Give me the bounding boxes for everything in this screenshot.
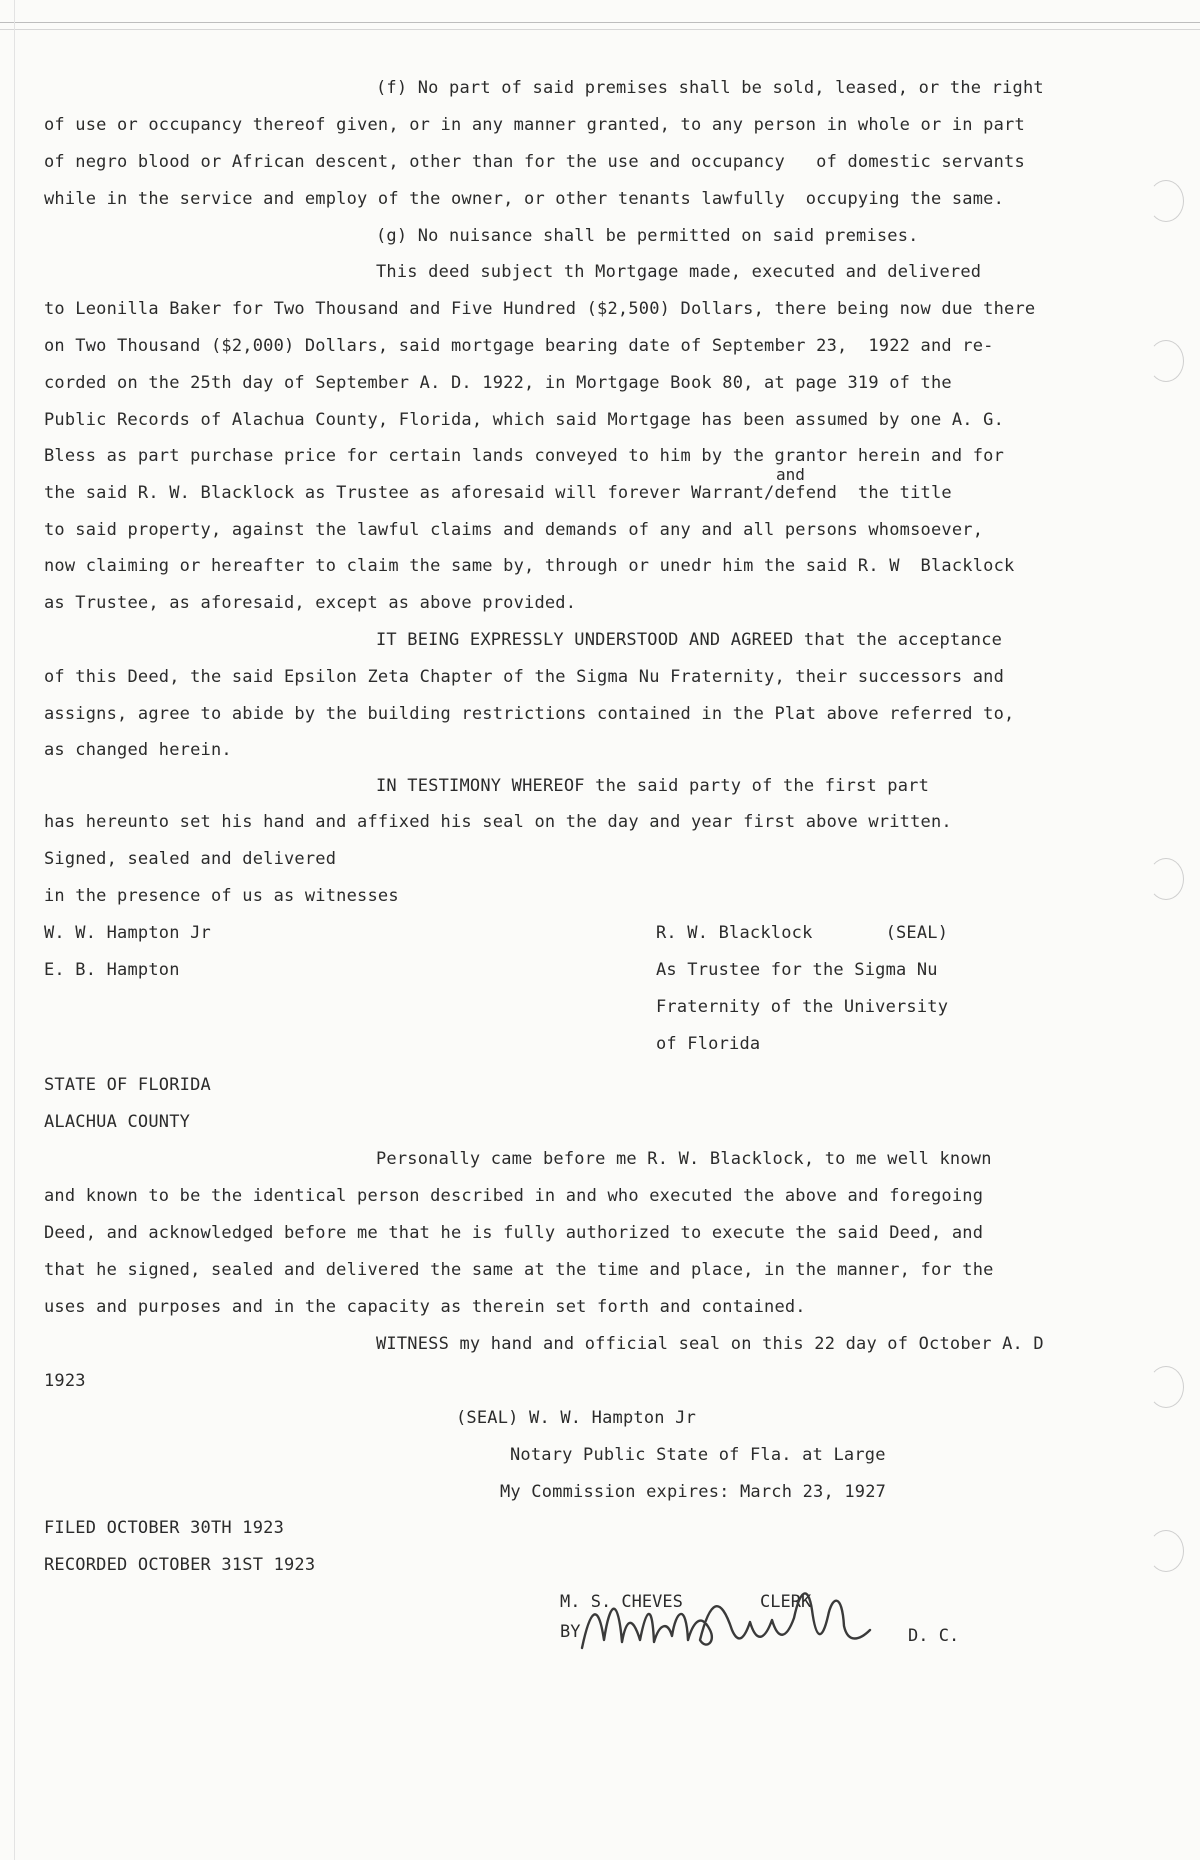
- body-line: Public Records of Alachua County, Florida, which said Mortgage has been assumed by one A. G.: [44, 410, 1005, 430]
- body-line: IT BEING EXPRESSLY UNDERSTOOD AND AGREED that the acceptance: [376, 630, 1003, 650]
- recorded-date: RECORDED OCTOBER 31ST 1923: [44, 1555, 316, 1575]
- punch-hole-mark: [1148, 340, 1184, 382]
- witness-name: W. W. Hampton Jr: [44, 923, 211, 943]
- notary-line: My Commission expires: March 23, 1927: [500, 1482, 887, 1502]
- venue-state: STATE OF FLORIDA: [44, 1075, 211, 1095]
- grantor-line: R. W. Blacklock (SEAL): [656, 923, 949, 943]
- deputy-clerk-label: D. C.: [908, 1626, 960, 1646]
- clerk-signature-block: [560, 1570, 1020, 1670]
- body-line: IN TESTIMONY WHEREOF the said party of the first part: [376, 776, 930, 796]
- body-line: of negro blood or African descent, other than for the use and occupancy of domestic servants: [44, 152, 1025, 172]
- body-line: in the presence of us as witnesses: [44, 886, 399, 906]
- punch-hole-mark: [1148, 858, 1184, 900]
- clerk-title: CLERK: [760, 1592, 812, 1612]
- body-line: Signed, sealed and delivered: [44, 849, 337, 869]
- body-line: as changed herein.: [44, 740, 232, 760]
- ack-line: and known to be the identical person described in and who executed the above and foregoing: [44, 1186, 984, 1206]
- filed-date: FILED OCTOBER 30TH 1923: [44, 1518, 285, 1538]
- top-rule-2: [0, 29, 1200, 30]
- handwritten-signature-icon: [560, 1570, 910, 1670]
- body-line: as Trustee, as aforesaid, except as above provided.: [44, 593, 577, 613]
- clerk-by-label: BY: [560, 1622, 581, 1642]
- body-line: (g) No nuisance shall be permitted on said premises.: [376, 226, 919, 246]
- body-line: now claiming or hereafter to claim the same by, through or unedr him the said R. W Blacklock: [44, 556, 1015, 576]
- body-line: Bless as part purchase price for certain lands conveyed to him by the grantor herein and for: [44, 446, 1005, 466]
- body-line: corded on the 25th day of September A. D. 1922, in Mortgage Book 80, at page 319 of the: [44, 373, 952, 393]
- body-line: of this Deed, the said Epsilon Zeta Chapter of the Sigma Nu Fraternity, their successors and: [44, 667, 1005, 687]
- body-line: on Two Thousand ($2,000) Dollars, said mortgage bearing date of September 23, 1922 and re-: [44, 336, 994, 356]
- clerk-name: M. S. CHEVES: [560, 1592, 683, 1612]
- body-line: to said property, against the lawful claims and demands of any and all persons whomsoever,: [44, 520, 984, 540]
- body-line: of use or occupancy thereof given, or in any manner granted, to any person in whole or in part: [44, 115, 1025, 135]
- grantor-line: Fraternity of the University: [656, 997, 949, 1017]
- punch-hole-mark: [1148, 180, 1184, 222]
- top-rule: [0, 22, 1200, 23]
- body-line: the said R. W. Blacklock as Trustee as aforesaid will forever Warrant/defend the title: [44, 483, 952, 503]
- ack-line: that he signed, sealed and delivered the same at the time and place, in the manner, for the: [44, 1260, 994, 1280]
- punch-hole-mark: [1148, 1366, 1184, 1408]
- ack-line: Deed, and acknowledged before me that he is fully authorized to execute the said Deed, and: [44, 1223, 984, 1243]
- ack-line: uses and purposes and in the capacity as therein set forth and contained.: [44, 1297, 806, 1317]
- body-line: assigns, agree to abide by the building restrictions contained in the Plat above referred to,: [44, 704, 1015, 724]
- body-line: has hereunto set his hand and affixed his seal on the day and year first above written.: [44, 812, 952, 832]
- grantor-line: of Florida: [656, 1034, 761, 1054]
- body-line: This deed subject th Mortgage made, executed and delivered: [376, 262, 982, 282]
- body-line: (f) No part of said premises shall be sold, leased, or the right: [376, 78, 1044, 98]
- witness-name: E. B. Hampton: [44, 960, 180, 980]
- grantor-line: As Trustee for the Sigma Nu: [656, 960, 938, 980]
- body-line: while in the service and employ of the owner, or other tenants lawfully occupying the same.: [44, 189, 1005, 209]
- punch-hole-mark: [1148, 1530, 1184, 1572]
- body-line: to Leonilla Baker for Two Thousand and Five Hundred ($2,500) Dollars, there being now due there: [44, 299, 1036, 319]
- notary-line: (SEAL) W. W. Hampton Jr: [456, 1408, 697, 1428]
- ack-year: 1923: [44, 1371, 86, 1391]
- margin-rule: [14, 0, 15, 1860]
- interlinear-insert: and: [776, 465, 805, 484]
- ack-line: Personally came before me R. W. Blacklock, to me well known: [376, 1149, 992, 1169]
- venue-county: ALACHUA COUNTY: [44, 1112, 191, 1132]
- ack-line: WITNESS my hand and official seal on this 22 day of October A. D: [376, 1334, 1044, 1354]
- notary-line: Notary Public State of Fla. at Large: [510, 1445, 886, 1465]
